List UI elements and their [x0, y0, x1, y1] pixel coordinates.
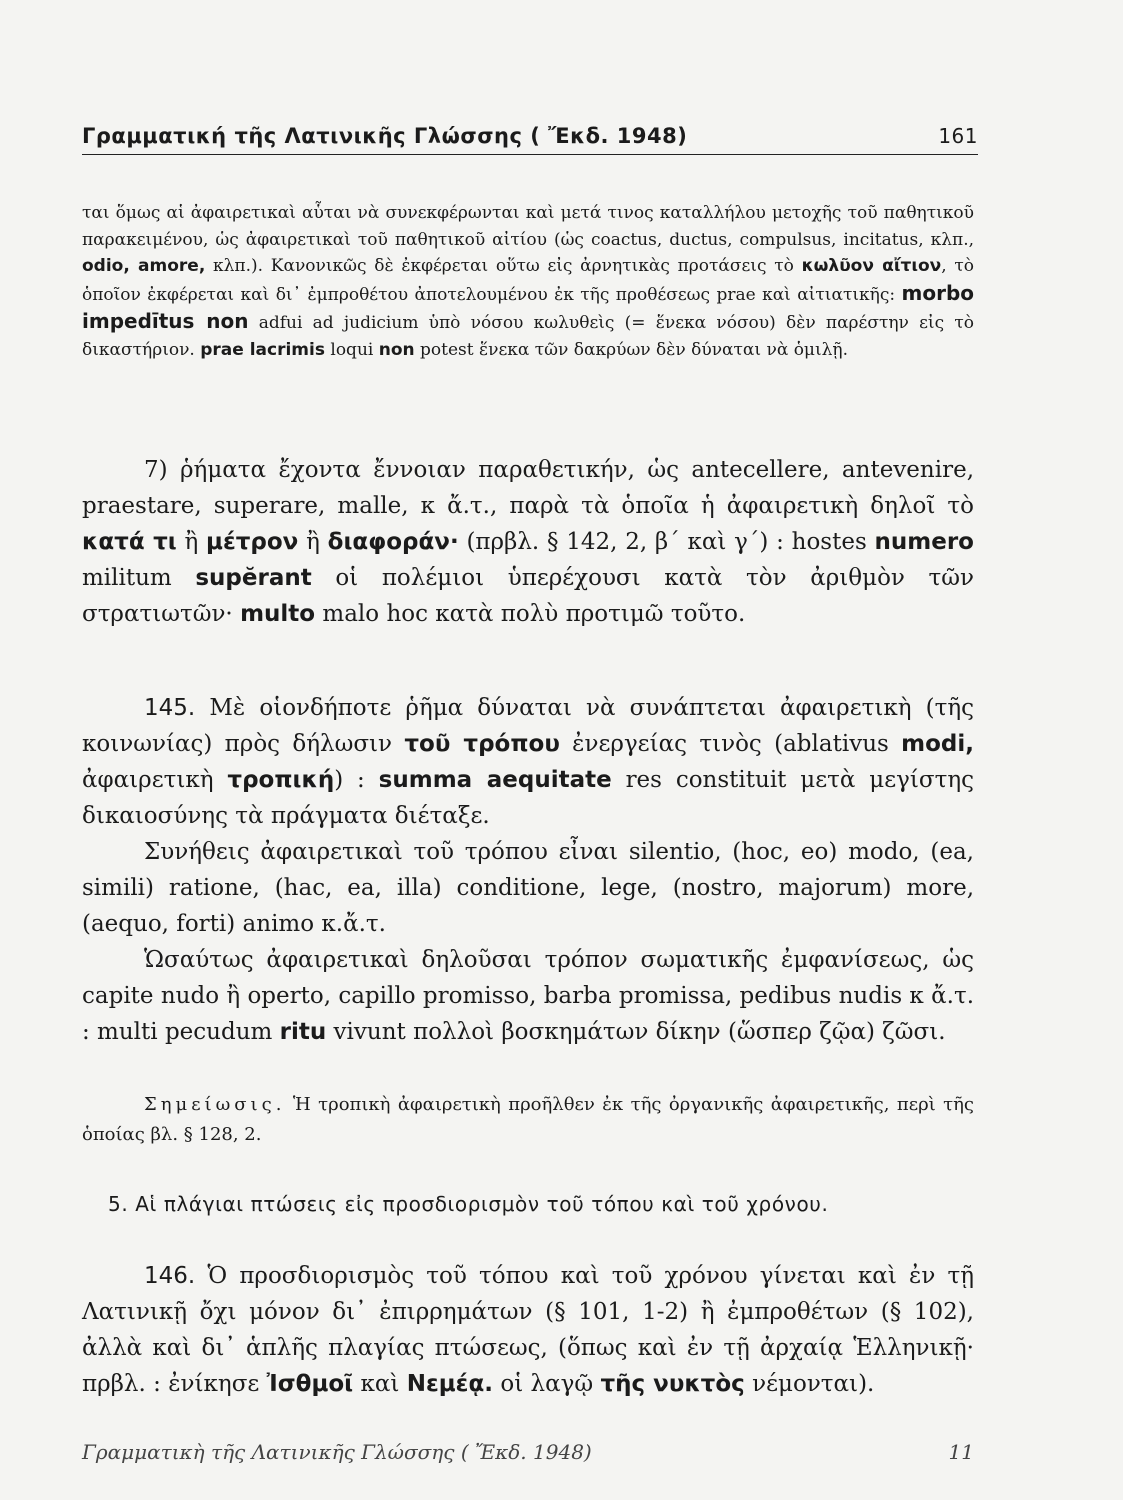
paragraph-intro: ται ὅμως αἱ ἀφαιρετικαὶ αὗται νὰ συνεκφέρωνται καὶ μετά τινος καταλλήλου μετοχῆς τοῦ παθητικοῦ παρακειμένου, ὡς ἀφαιρετικαὶ τοῦ παθητικοῦ αἰτίου (ὡς coactus, ductus, compulsus, incitatus, κλπ., odio, amore, κλπ.). Κανονικῶς δὲ ἐκφέρεται οὕτω εἰς ἀρνητικὰς προτάσεις τὸ κωλῦον αἴτιον, τὸ ὁποῖον ἐκφέρεται καὶ δι᾽ ἐμπροθέτου ἀποτελουμένου ἐκ τῆς προθέσεως prae καὶ αἰτιατικῆς: morbo impedītus non adfui ad judicium ὑπὸ νόσου κωλυθεὶς (= ἕνεκα νόσου) δὲν παρέστην εἰς τὸ δικαστήριον. prae lacrimis loqui non potest ἕνεκα τῶν δακρύων δὲν δύναται νὰ ὁμιλῇ. [82, 203, 974, 360]
running-header [82, 124, 978, 155]
page-number: 161 [938, 124, 978, 148]
paragraph-145-appearance: Ὡσαύτως ἀφαιρετικαὶ δηλοῦσαι τρόπον σωματικῆς ἐμφανίσεως, ὡς capite nudo ἢ operto, capillo promisso, barba promissa, pedibus nudis κ ἄ.τ. : multi pecudum ritu vivunt πολλοὶ βοσκημάτων δίκην (ὥσπερ ζῷα) ζῶσι. [82, 947, 975, 1045]
signature-number: 11 [948, 1440, 974, 1464]
paragraph-145: 145. Μὲ οἱονδήποτε ῥῆμα δύναται νὰ συνάπτεται ἀφαιρετικὴ (τῆς κοινωνίας) πρὸς δήλωσιν τοῦ τρόπου ἐνεργείας τινὸς (ablativus modi, ἀφαιρετικὴ τροπική) : summa aequitate res constituit μετὰ μεγίστης δικαιοσύνης τὰ πράγματα διέταξε. Συνήθεις ἀφαιρετικαὶ τοῦ τρόπου εἶναι silentio, (hoc, eo) modo, (ea, simili) ratione, (hac, ea, illa) conditione, lege, (nostro, majorum) more, (aequo, forti) animo κ.ἄ.τ. Ὡσαύτως ἀφαιρετικαὶ δηλοῦσαι τρόπον σωματικῆς ἐμφανίσεως, ὡς capite nudo ἢ operto, capillo promisso, barba promissa, pedibus nudis κ ἄ.τ. : multi pecudum ritu vivunt πολλοὶ βοσκημάτων δίκην (ὥσπερ ζῷα) ζῶσι. [82, 690, 974, 1050]
section-number-146: 146. [144, 1263, 196, 1289]
section-heading-5: 5. Αἱ πλάγιαι πτώσεις εἰς προσδιορισμὸν τοῦ τόπου καὶ τοῦ χρόνου. [108, 1192, 829, 1216]
paragraph-7: 7) ῥήματα ἔχοντα ἔννοιαν παραθετικήν, ὡς antecellere, antevenire, praestare, superare, malle, κ ἄ.τ., παρὰ τὰ ὁποῖα ἡ ἀφαιρετικὴ δηλοῖ τὸ κατά τι ἢ μέτρον ἢ διαφοράν· (πρβλ. § 142, 2, β´ καὶ γ´) : hostes numero militum supĕrant οἱ πολέμιοι ὑπερέχουσι κατὰ τὸν ἀριθμὸν τῶν στρατιωτῶν· multo malo hoc κατὰ πολὺ προτιμῶ τοῦτο. [82, 457, 974, 627]
note-block: Σημείωσις. Ἡ τροπικὴ ἀφαιρετικὴ προῆλθεν ἐκ τῆς ὀργανικῆς ἀφαιρετικῆς, περὶ τῆς ὁποίας βλ. § 128, 2. [82, 1094, 974, 1145]
running-footer [82, 1440, 974, 1464]
note-label: Σημείωσις. [144, 1094, 286, 1115]
section-number-145: 145. [144, 695, 196, 721]
header-title: Γραμματική τῆς Λατινικῆς Γλώσσης ( Ἔκδ. 1948) [82, 124, 688, 148]
paragraph-145-common-forms: Συνήθεις ἀφαιρετικαὶ τοῦ τρόπου εἶναι silentio, (hoc, eo) modo, (ea, simili) ratione, (hac, ea, illa) conditione, lege, (nostro, majorum) more, (aequo, forti) animo κ.ἄ.τ. [82, 839, 974, 937]
paragraph-146: 146. Ὁ προσδιορισμὸς τοῦ τόπου καὶ τοῦ χρόνου γίνεται καὶ ἐν τῇ Λατινικῇ ὄχι μόνον δι᾽ ἐπιρρημάτων (§ 101, 1-2) ἢ ἐμπροθέτων (§ 102), ἀλλὰ καὶ δι᾽ ἁπλῆς πλαγίας πτώσεως, (ὅπως καὶ ἐν τῇ ἀρχαίᾳ Ἑλληνικῇ· πρβλ. : ἐνίκησε Ἰσθμοῖ καὶ Νεμέᾳ. οἱ λαγῷ τῆς νυκτὸς νέμονται). [82, 1263, 974, 1397]
footer-title: Γραμματικὴ τῆς Λατινικῆς Γλώσσης ( Ἔκδ. 1948) [82, 1440, 592, 1464]
